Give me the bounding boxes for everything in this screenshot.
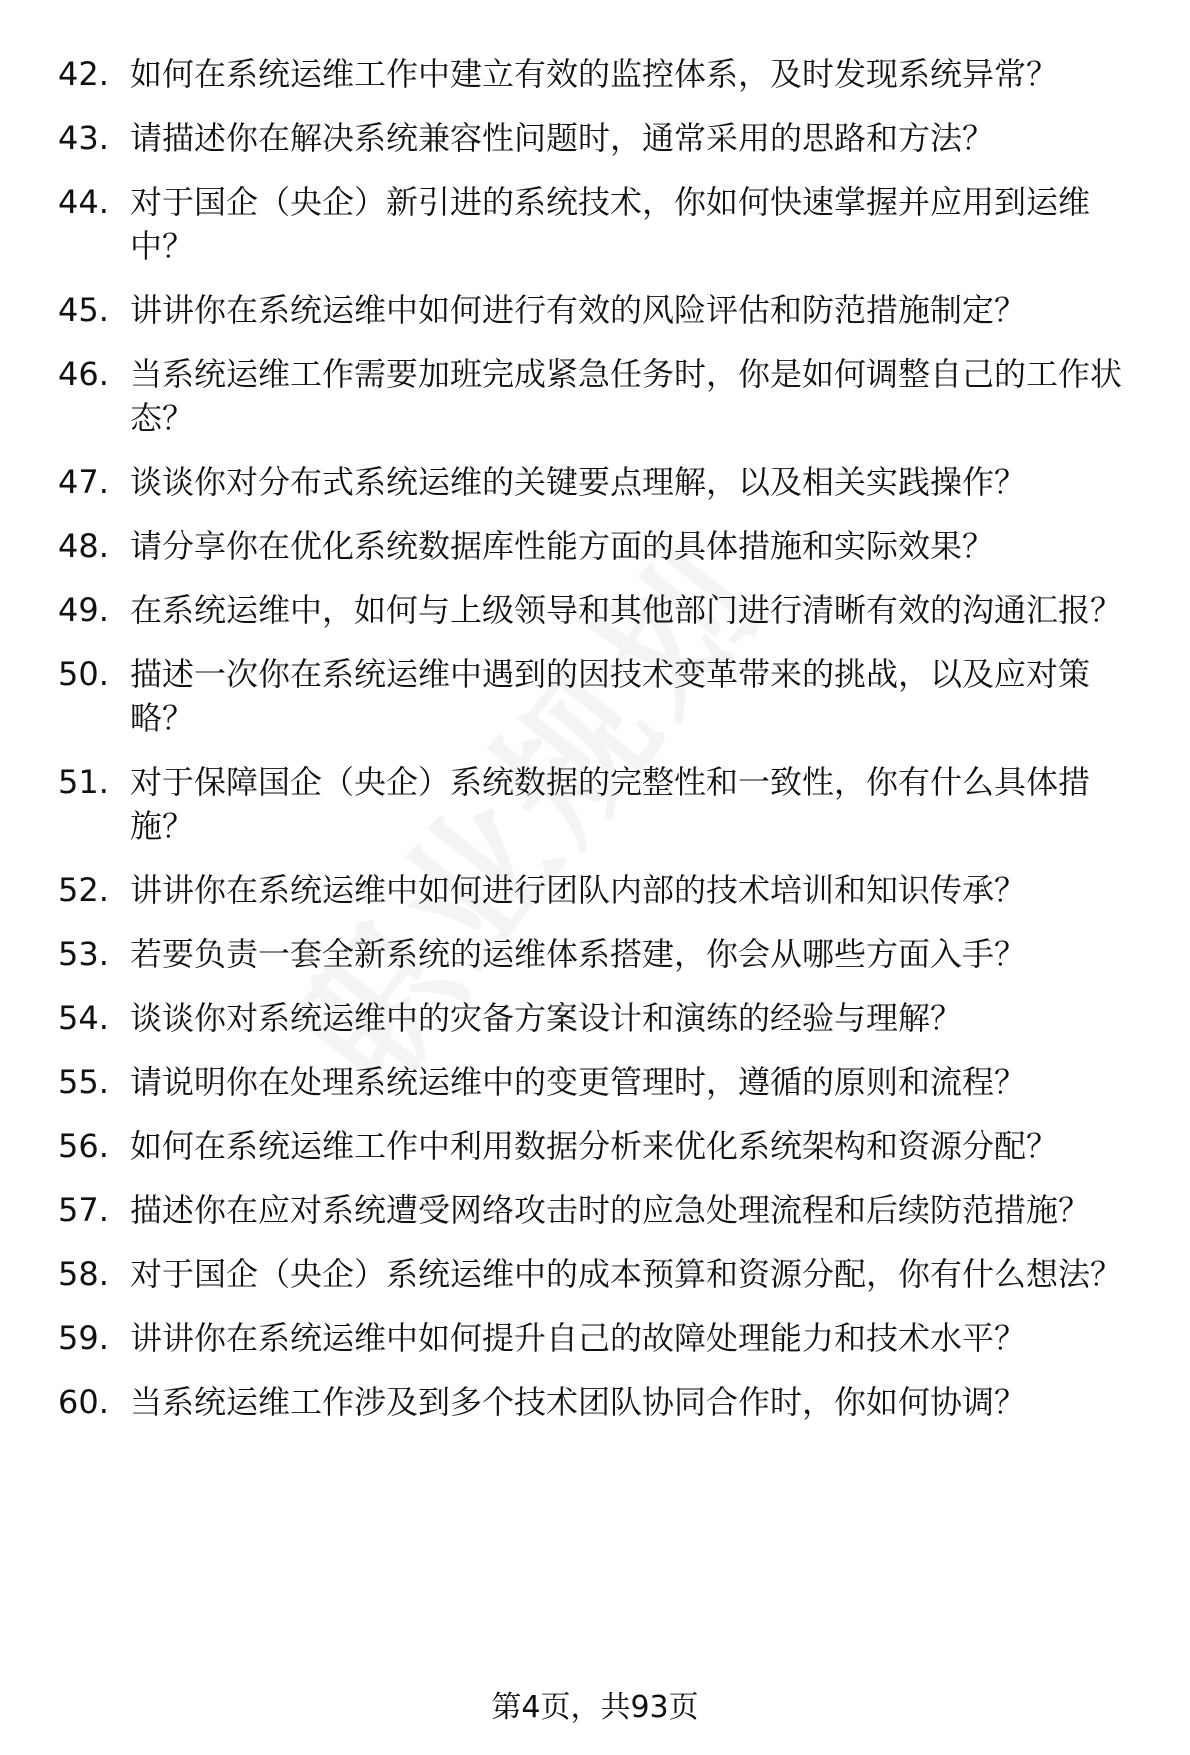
question-item	[58, 588, 1148, 632]
question-item	[58, 1380, 1148, 1424]
question-text: 描述一次你在系统运维中遇到的因技术变革带来的挑战，以及应对策略？	[130, 655, 1091, 737]
question-item	[58, 460, 1148, 504]
question-number: 52.	[58, 871, 109, 909]
question-number: 50.	[58, 655, 109, 693]
question-item	[58, 116, 1148, 160]
question-item	[58, 868, 1148, 912]
question-item	[58, 652, 1148, 740]
question-item	[58, 932, 1148, 976]
question-number: 58.	[58, 1255, 109, 1293]
question-text: 当系统运维工作涉及到多个技术团队协同合作时，你如何协调？	[130, 1383, 1027, 1421]
question-text: 谈谈你对系统运维中的灾备方案设计和演练的经验与理解？	[130, 999, 963, 1037]
question-text: 讲讲你在系统运维中如何进行团队内部的技术培训和知识传承？	[130, 871, 1027, 909]
question-item	[58, 352, 1148, 440]
question-item	[58, 1316, 1148, 1360]
question-text: 请说明你在处理系统运维中的变更管理时，遵循的原则和流程？	[130, 1063, 1027, 1101]
question-text: 对于国企（央企）新引进的系统技术，你如何快速掌握并应用到运维中？	[130, 183, 1091, 265]
question-item	[58, 180, 1148, 268]
question-text: 请描述你在解决系统兼容性问题时，通常采用的思路和方法？	[130, 119, 995, 157]
question-text: 请分享你在优化系统数据库性能方面的具体措施和实际效果？	[130, 527, 995, 565]
question-number: 55.	[58, 1063, 109, 1101]
question-text: 如何在系统运维工作中利用数据分析来优化系统架构和资源分配？	[130, 1127, 1059, 1165]
question-text: 在系统运维中，如何与上级领导和其他部门进行清晰有效的沟通汇报？	[130, 591, 1123, 629]
question-number: 42.	[58, 55, 109, 93]
question-item	[58, 760, 1148, 848]
question-text: 若要负责一套全新系统的运维体系搭建，你会从哪些方面入手？	[130, 935, 1027, 973]
question-number: 49.	[58, 591, 109, 629]
question-text: 讲讲你在系统运维中如何进行有效的风险评估和防范措施制定？	[130, 291, 1027, 329]
question-number: 51.	[58, 763, 109, 801]
page-footer: 第4页，共93页	[491, 1690, 699, 1725]
question-number: 53.	[58, 935, 109, 973]
question-item	[58, 1060, 1148, 1104]
question-item	[58, 52, 1148, 96]
question-number: 56.	[58, 1127, 109, 1165]
question-text: 谈谈你对分布式系统运维的关键要点理解，以及相关实践操作？	[130, 463, 1027, 501]
question-number: 57.	[58, 1191, 109, 1229]
question-item	[58, 1188, 1148, 1232]
question-item	[58, 996, 1148, 1040]
question-number: 45.	[58, 291, 109, 329]
question-text: 对于国企（央企）系统运维中的成本预算和资源分配，你有什么想法？	[130, 1255, 1123, 1293]
question-number: 43.	[58, 119, 109, 157]
question-number: 47.	[58, 463, 109, 501]
question-list	[58, 52, 1148, 1444]
question-item	[58, 1252, 1148, 1296]
question-text: 当系统运维工作需要加班完成紧急任务时，你是如何调整自己的工作状态？	[130, 355, 1123, 437]
question-text: 讲讲你在系统运维中如何提升自己的故障处理能力和技术水平？	[130, 1319, 1027, 1357]
question-number: 46.	[58, 355, 109, 393]
question-item	[58, 1124, 1148, 1168]
question-text: 如何在系统运维工作中建立有效的监控体系，及时发现系统异常？	[130, 55, 1059, 93]
question-number: 60.	[58, 1383, 109, 1421]
question-text: 描述你在应对系统遭受网络攻击时的应急处理流程和后续防范措施？	[130, 1191, 1091, 1229]
question-text: 对于保障国企（央企）系统数据的完整性和一致性，你有什么具体措施？	[130, 763, 1091, 845]
question-number: 48.	[58, 527, 109, 565]
question-number: 54.	[58, 999, 109, 1037]
question-item	[58, 288, 1148, 332]
question-number: 59.	[58, 1319, 109, 1357]
question-number: 44.	[58, 183, 109, 221]
question-item	[58, 524, 1148, 568]
